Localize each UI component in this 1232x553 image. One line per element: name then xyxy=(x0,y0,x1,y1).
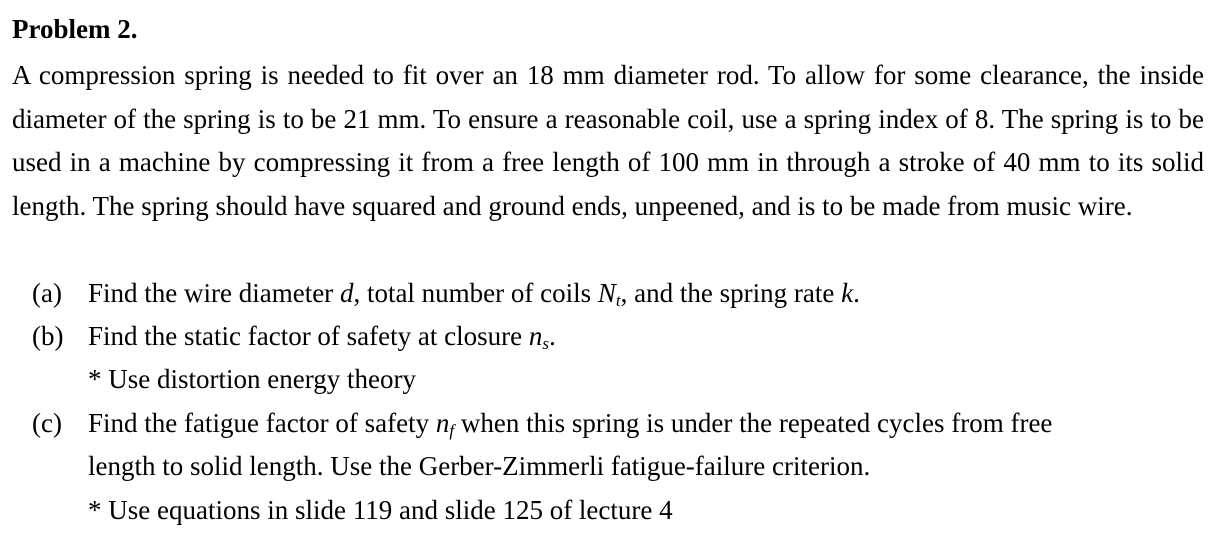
part-a-label: (a) xyxy=(32,278,62,308)
var-k: k xyxy=(841,278,854,308)
part-b-note: * Use distortion energy theory xyxy=(88,364,416,394)
part-c-label: (c) xyxy=(32,408,62,438)
var-nf: n xyxy=(435,408,450,438)
problem-statement: A compression spring is needed to fit over an 18 mm diameter rod. To allow for some clearance, the inside diameter of the spring is to be 21 mm. To ensure a reasonable coil, use a spring index of 8. The spring is to be used in a machine by compressing it from a free length of 100 mm in through a stroke of 40 mm to its solid length. The spring should have squared and ground ends, unpeened, and is to be made from music wire. xyxy=(12,60,1204,221)
var-N: N xyxy=(597,278,616,308)
part-c-text: Find the fatigue factor of safety $n_f$ when this spring is under the repeated cycles from free xyxy=(88,408,1053,440)
var-N-subscript: t xyxy=(615,291,621,310)
part-c-note: * Use equations in slide 119 and slide 125 of lecture 4 xyxy=(88,495,673,525)
part-b-text: Find the static factor of safety at closure $n_s$. xyxy=(88,321,556,353)
part-a-text: Find the wire diameter d, total number of coils $N_t$, and the spring rate k. xyxy=(88,278,860,310)
var-ns: n xyxy=(528,321,543,351)
var-ns-subscript: s xyxy=(542,334,549,353)
part-c-text-line2: length to solid length. Use the Gerber-Zimmerli fatigue-failure criterion. xyxy=(88,451,871,481)
var-d: d xyxy=(339,278,354,308)
problem-title: Problem 2. xyxy=(12,14,138,44)
var-nf-subscript: f xyxy=(449,421,455,440)
part-b-label: (b) xyxy=(32,321,64,351)
